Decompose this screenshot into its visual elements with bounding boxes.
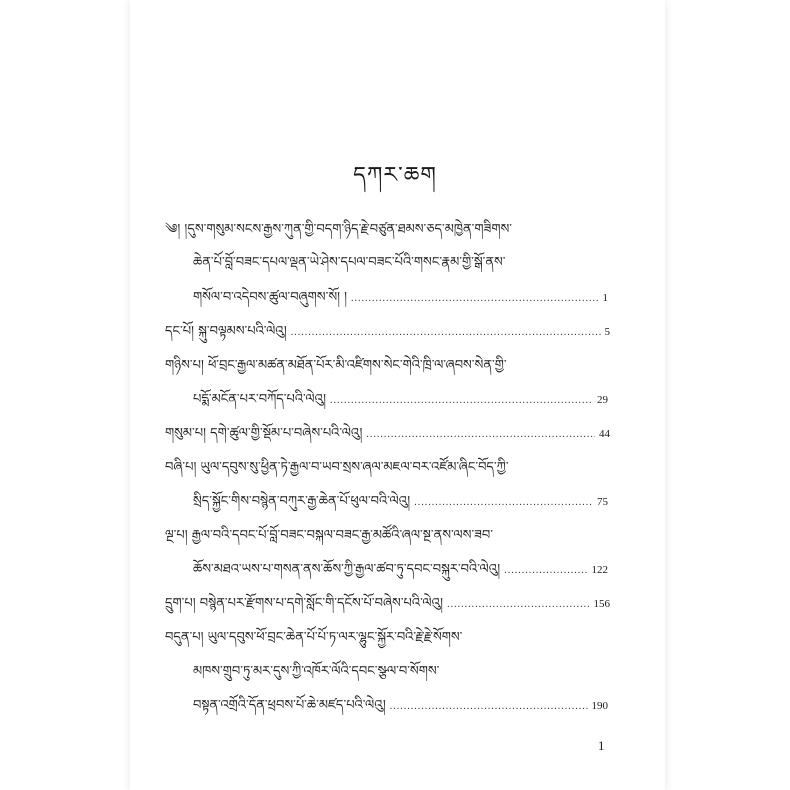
toc-entry bbox=[193, 560, 608, 580]
toc-entry bbox=[193, 288, 608, 308]
toc-entry bbox=[193, 390, 608, 410]
toc-entry bbox=[165, 628, 595, 648]
toc-entry-text: བཞི་པ། ཡུལ་དབུས་སུ་ཕྱིན་ཏེ་རྒྱལ་བ་ཡབ་སྲས་ཞལ་མཇལ་བར་འཛོམ་ཞིང་བོད་ཀྱི་ bbox=[165, 460, 509, 475]
toc-leader-dots bbox=[351, 289, 599, 309]
toc-entry bbox=[165, 322, 610, 342]
toc-page-number: 190 bbox=[591, 700, 608, 712]
toc-page-number: 29 bbox=[597, 394, 608, 406]
toc-entry bbox=[165, 356, 595, 376]
toc-leader-dots bbox=[330, 391, 593, 411]
toc-leader-dots bbox=[504, 561, 587, 581]
toc-entry-text: གཉིས་པ། ཕོ་བྲང་རྒྱལ་མཚན་མཐོན་པོར་མི་འཛིགས་སེང་གེའི་ཁྲི་ལ་ཞབས་སེན་གྱི་ bbox=[165, 358, 507, 373]
toc-entry bbox=[193, 253, 593, 273]
page-number: 1 bbox=[598, 738, 605, 753]
toc-leader-dots bbox=[366, 425, 595, 445]
toc-entry-text: དྲུག་པ། བསྙེན་པར་རྫོགས་པ་དགེ་སློང་གི་དངོས་པོ་བཞེས་པའི་ལེའུ། bbox=[165, 596, 444, 611]
toc-entry-text: ཆེན་པོ་བློ་བཟང་དཔལ་ལྡན་ཡེ་ཤེས་དཔལ་བཟང་པོའི་གསང་རྣམ་གྱི་སྒོ་ནས་ bbox=[193, 255, 506, 270]
toc-page-number: 75 bbox=[597, 496, 608, 508]
toc-entry-text: ཆོས་མཐའ་ཡས་པ་གསན་ནས་ཆོས་ཀྱི་རྒྱལ་ཚབ་ཏུ་དབང་བསྐུར་བའི་ལེའུ། bbox=[193, 562, 501, 577]
toc-entry bbox=[165, 220, 595, 240]
toc-entry-text: དང་པོ། སྐུ་བལྟམས་པའི་ལེའུ། bbox=[165, 324, 287, 339]
toc-entry bbox=[165, 594, 610, 614]
toc-entry-text: སྲིད་སྐྱོང་གིས་བསྙེན་བཀུར་རྒྱ་ཆེན་པོ་ཕུལ་བའི་ལེའུ། bbox=[193, 494, 411, 509]
toc-entry bbox=[193, 662, 593, 682]
toc-page-number: 5 bbox=[604, 326, 610, 338]
toc-entry-text: མཁས་གྲུབ་ཏུ་མར་དུས་ཀྱི་འཁོར་ལོའི་དབང་སྩལ་བ་སོགས་ bbox=[193, 664, 440, 679]
toc-entry-text: པདྨོ་མངོན་པར་བཀོད་པའི་ལེའུ། bbox=[193, 392, 327, 407]
toc-entry bbox=[165, 424, 610, 444]
toc-page-number: 44 bbox=[599, 428, 610, 440]
toc-entry bbox=[193, 696, 608, 716]
toc-page-number: 122 bbox=[591, 564, 608, 576]
toc-leader-dots bbox=[291, 323, 601, 343]
toc-entry bbox=[165, 526, 595, 546]
toc-page-number: 1 bbox=[602, 292, 608, 304]
toc-page-number: 156 bbox=[593, 598, 610, 610]
toc-entry bbox=[165, 458, 595, 478]
toc-leader-dots bbox=[390, 697, 588, 717]
toc-entry-text: བསྟན་འགྲོའི་དོན་ཕྲབས་པོ་ཆེ་མཛད་པའི་ལེའུ། bbox=[193, 698, 386, 713]
toc-entry-text: གསུམ་པ། དགེ་ཚུལ་གྱི་སྡོམ་པ་བཞེས་པའི་ལེའུ། bbox=[165, 426, 363, 441]
toc-entry-text: ༄། །དུས་གསུམ་སངས་རྒྱས་ཀུན་གྱི་བདག་ཉིད་རྗེ་བཙུན་ཐམས་ཅད་མཁྱེན་གཟིགས་ bbox=[165, 222, 512, 237]
toc-entry-text: ལྔ་པ། རྒྱལ་བའི་དབང་པོ་བློ་བཟང་བསྐལ་བཟང་རྒྱ་མཚོའི་ཞལ་སྔ་ནས་ལས་ཟབ་ bbox=[165, 528, 493, 543]
toc-entry-text: བདུན་པ། ཡུལ་དབུས་ཕོ་བྲང་ཆེན་པོ་པོ་ཏ་ལར་ལྷུང་སྐྱོར་བའི་རྗེ་རྗེ་སོགས་ bbox=[165, 630, 463, 645]
toc-leader-dots bbox=[447, 595, 589, 615]
toc-leader-dots bbox=[414, 493, 593, 513]
page-title: དཀར་ཆག bbox=[353, 163, 437, 188]
toc-entry bbox=[193, 492, 608, 512]
toc-entry-text: གསོལ་བ་འདེབས་ཚུལ་བཞུགས་སོ། ། bbox=[193, 290, 347, 305]
